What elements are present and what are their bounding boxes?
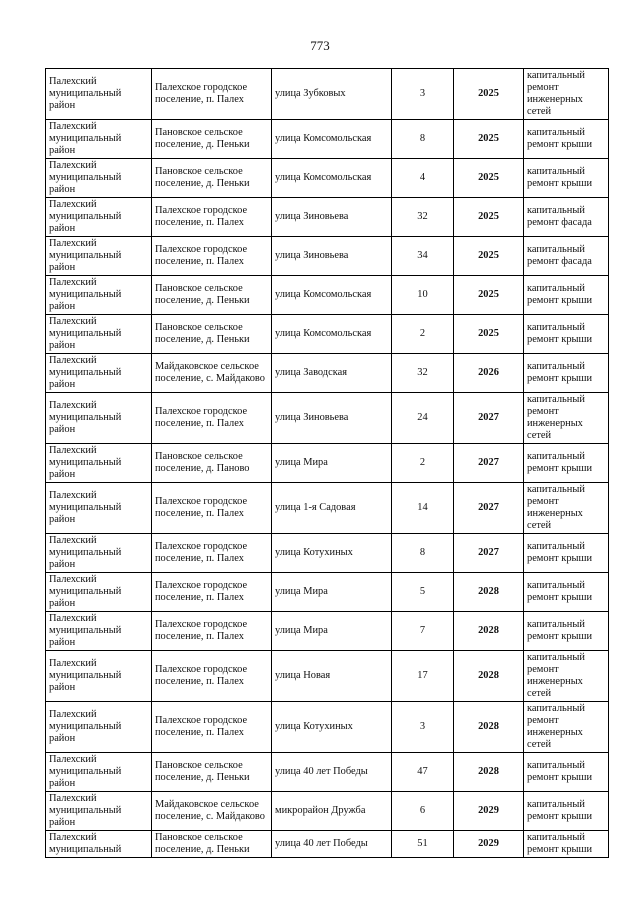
street-cell: улица Зиновьева bbox=[272, 198, 392, 237]
year-cell: 2028 bbox=[454, 753, 524, 792]
house-number-cell: 24 bbox=[392, 393, 454, 444]
table-row bbox=[46, 159, 609, 198]
year-cell: 2025 bbox=[454, 315, 524, 354]
house-number-cell: 47 bbox=[392, 753, 454, 792]
district-cell: Палехский муниципальный район bbox=[46, 444, 152, 483]
table-row bbox=[46, 198, 609, 237]
table-row bbox=[46, 483, 609, 534]
settlement-cell: Майдаковское сельское поселение, с. Майдаково bbox=[152, 792, 272, 831]
page-number: 773 bbox=[310, 38, 330, 53]
settlement-cell: Палехское городское поселение, п. Палех bbox=[152, 393, 272, 444]
street-cell: улица 1-я Садовая bbox=[272, 483, 392, 534]
settlement-cell: Пановское сельское поселение, д. Пеньки bbox=[152, 831, 272, 858]
district-cell: Палехский муниципальный район bbox=[46, 792, 152, 831]
work-type-cell: капитальный ремонт фасада bbox=[524, 237, 609, 276]
district-cell: Палехский муниципальный район bbox=[46, 159, 152, 198]
work-type-cell: капитальный ремонт инженерных сетей bbox=[524, 393, 609, 444]
district-cell: Палехский муниципальный район bbox=[46, 393, 152, 444]
work-type-cell: капитальный ремонт крыши bbox=[524, 444, 609, 483]
street-cell: улица 40 лет Победы bbox=[272, 831, 392, 858]
table-row bbox=[46, 444, 609, 483]
street-cell: улица Комсомольская bbox=[272, 159, 392, 198]
settlement-cell: Палехское городское поселение, п. Палех bbox=[152, 483, 272, 534]
table-row bbox=[46, 651, 609, 702]
work-type-cell: капитальный ремонт крыши bbox=[524, 159, 609, 198]
house-number-cell: 6 bbox=[392, 792, 454, 831]
work-type-cell: капитальный ремонт крыши bbox=[524, 612, 609, 651]
house-number-cell: 14 bbox=[392, 483, 454, 534]
house-number-cell: 4 bbox=[392, 159, 454, 198]
table-row bbox=[46, 120, 609, 159]
year-cell: 2025 bbox=[454, 159, 524, 198]
settlement-cell: Пановское сельское поселение, д. Пеньки bbox=[152, 315, 272, 354]
work-type-cell: капитальный ремонт крыши bbox=[524, 354, 609, 393]
table-row bbox=[46, 276, 609, 315]
street-cell: улица Котухиных bbox=[272, 702, 392, 753]
year-cell: 2025 bbox=[454, 69, 524, 120]
year-cell: 2027 bbox=[454, 393, 524, 444]
street-cell: улица Мира bbox=[272, 573, 392, 612]
work-type-cell: капитальный ремонт инженерных сетей bbox=[524, 702, 609, 753]
table-row bbox=[46, 831, 609, 858]
house-number-cell: 34 bbox=[392, 237, 454, 276]
district-cell: Палехский муниципальный район bbox=[46, 120, 152, 159]
street-cell: улица Зиновьева bbox=[272, 393, 392, 444]
district-cell: Палехский муниципальный район bbox=[46, 753, 152, 792]
street-cell: улица Мира bbox=[272, 444, 392, 483]
table-body bbox=[46, 69, 609, 858]
work-type-cell: капитальный ремонт крыши bbox=[524, 120, 609, 159]
district-cell: Палехский муниципальный bbox=[46, 831, 152, 858]
street-cell: улица 40 лет Победы bbox=[272, 753, 392, 792]
settlement-cell: Пановское сельское поселение, д. Пеньки bbox=[152, 159, 272, 198]
district-cell: Палехский муниципальный район bbox=[46, 237, 152, 276]
street-cell: улица Комсомольская bbox=[272, 276, 392, 315]
district-cell: Палехский муниципальный район bbox=[46, 573, 152, 612]
street-cell: улица Котухиных bbox=[272, 534, 392, 573]
district-cell: Палехский муниципальный район bbox=[46, 198, 152, 237]
street-cell: микрорайон Дружба bbox=[272, 792, 392, 831]
district-cell: Палехский муниципальный район bbox=[46, 483, 152, 534]
year-cell: 2028 bbox=[454, 612, 524, 651]
settlement-cell: Палехское городское поселение, п. Палех bbox=[152, 534, 272, 573]
year-cell: 2026 bbox=[454, 354, 524, 393]
house-number-cell: 32 bbox=[392, 198, 454, 237]
district-cell: Палехский муниципальный район bbox=[46, 651, 152, 702]
table-row bbox=[46, 534, 609, 573]
year-cell: 2029 bbox=[454, 831, 524, 858]
house-number-cell: 51 bbox=[392, 831, 454, 858]
house-number-cell: 3 bbox=[392, 702, 454, 753]
table-row bbox=[46, 237, 609, 276]
year-cell: 2028 bbox=[454, 573, 524, 612]
year-cell: 2025 bbox=[454, 276, 524, 315]
settlement-cell: Палехское городское поселение, п. Палех bbox=[152, 198, 272, 237]
table-row bbox=[46, 315, 609, 354]
year-cell: 2025 bbox=[454, 237, 524, 276]
year-cell: 2027 bbox=[454, 534, 524, 573]
table-row bbox=[46, 573, 609, 612]
settlement-cell: Пановское сельское поселение, д. Пеньки bbox=[152, 276, 272, 315]
district-cell: Палехский муниципальный район bbox=[46, 702, 152, 753]
settlement-cell: Пановское сельское поселение, д. Пеньки bbox=[152, 753, 272, 792]
work-type-cell: капитальный ремонт инженерных сетей bbox=[524, 651, 609, 702]
street-cell: улица Новая bbox=[272, 651, 392, 702]
year-cell: 2028 bbox=[454, 702, 524, 753]
table-row bbox=[46, 792, 609, 831]
year-cell: 2027 bbox=[454, 444, 524, 483]
table-row bbox=[46, 69, 609, 120]
house-number-cell: 8 bbox=[392, 534, 454, 573]
table-row bbox=[46, 753, 609, 792]
house-number-cell: 2 bbox=[392, 315, 454, 354]
settlement-cell: Майдаковское сельское поселение, с. Майдаково bbox=[152, 354, 272, 393]
work-type-cell: капитальный ремонт фасада bbox=[524, 198, 609, 237]
settlement-cell: Пановское сельское поселение, д. Пеньки bbox=[152, 120, 272, 159]
street-cell: улица Комсомольская bbox=[272, 120, 392, 159]
house-number-cell: 5 bbox=[392, 573, 454, 612]
repair-schedule-table bbox=[45, 68, 609, 858]
year-cell: 2029 bbox=[454, 792, 524, 831]
year-cell: 2025 bbox=[454, 120, 524, 159]
street-cell: улица Зубковых bbox=[272, 69, 392, 120]
work-type-cell: капитальный ремонт крыши bbox=[524, 573, 609, 612]
settlement-cell: Палехское городское поселение, п. Палех bbox=[152, 237, 272, 276]
house-number-cell: 7 bbox=[392, 612, 454, 651]
district-cell: Палехский муниципальный район bbox=[46, 276, 152, 315]
table-row bbox=[46, 702, 609, 753]
house-number-cell: 3 bbox=[392, 69, 454, 120]
settlement-cell: Палехское городское поселение, п. Палех bbox=[152, 612, 272, 651]
year-cell: 2025 bbox=[454, 198, 524, 237]
settlement-cell: Палехское городское поселение, п. Палех bbox=[152, 69, 272, 120]
settlement-cell: Пановское сельское поселение, д. Паново bbox=[152, 444, 272, 483]
street-cell: улица Комсомольская bbox=[272, 315, 392, 354]
district-cell: Палехский муниципальный район bbox=[46, 612, 152, 651]
district-cell: Палехский муниципальный район bbox=[46, 69, 152, 120]
street-cell: улица Мира bbox=[272, 612, 392, 651]
district-cell: Палехский муниципальный район bbox=[46, 315, 152, 354]
work-type-cell: капитальный ремонт инженерных сетей bbox=[524, 69, 609, 120]
work-type-cell: капитальный ремонт крыши bbox=[524, 753, 609, 792]
house-number-cell: 17 bbox=[392, 651, 454, 702]
year-cell: 2027 bbox=[454, 483, 524, 534]
house-number-cell: 8 bbox=[392, 120, 454, 159]
settlement-cell: Палехское городское поселение, п. Палех bbox=[152, 573, 272, 612]
settlement-cell: Палехское городское поселение, п. Палех bbox=[152, 651, 272, 702]
work-type-cell: капитальный ремонт крыши bbox=[524, 534, 609, 573]
work-type-cell: капитальный ремонт крыши bbox=[524, 831, 609, 858]
house-number-cell: 10 bbox=[392, 276, 454, 315]
table-row bbox=[46, 393, 609, 444]
street-cell: улица Заводская bbox=[272, 354, 392, 393]
work-type-cell: капитальный ремонт крыши bbox=[524, 792, 609, 831]
table-row bbox=[46, 354, 609, 393]
street-cell: улица Зиновьева bbox=[272, 237, 392, 276]
work-type-cell: капитальный ремонт инженерных сетей bbox=[524, 483, 609, 534]
work-type-cell: капитальный ремонт крыши bbox=[524, 315, 609, 354]
table-row bbox=[46, 612, 609, 651]
work-type-cell: капитальный ремонт крыши bbox=[524, 276, 609, 315]
house-number-cell: 32 bbox=[392, 354, 454, 393]
district-cell: Палехский муниципальный район bbox=[46, 354, 152, 393]
house-number-cell: 2 bbox=[392, 444, 454, 483]
district-cell: Палехский муниципальный район bbox=[46, 534, 152, 573]
settlement-cell: Палехское городское поселение, п. Палех bbox=[152, 702, 272, 753]
year-cell: 2028 bbox=[454, 651, 524, 702]
